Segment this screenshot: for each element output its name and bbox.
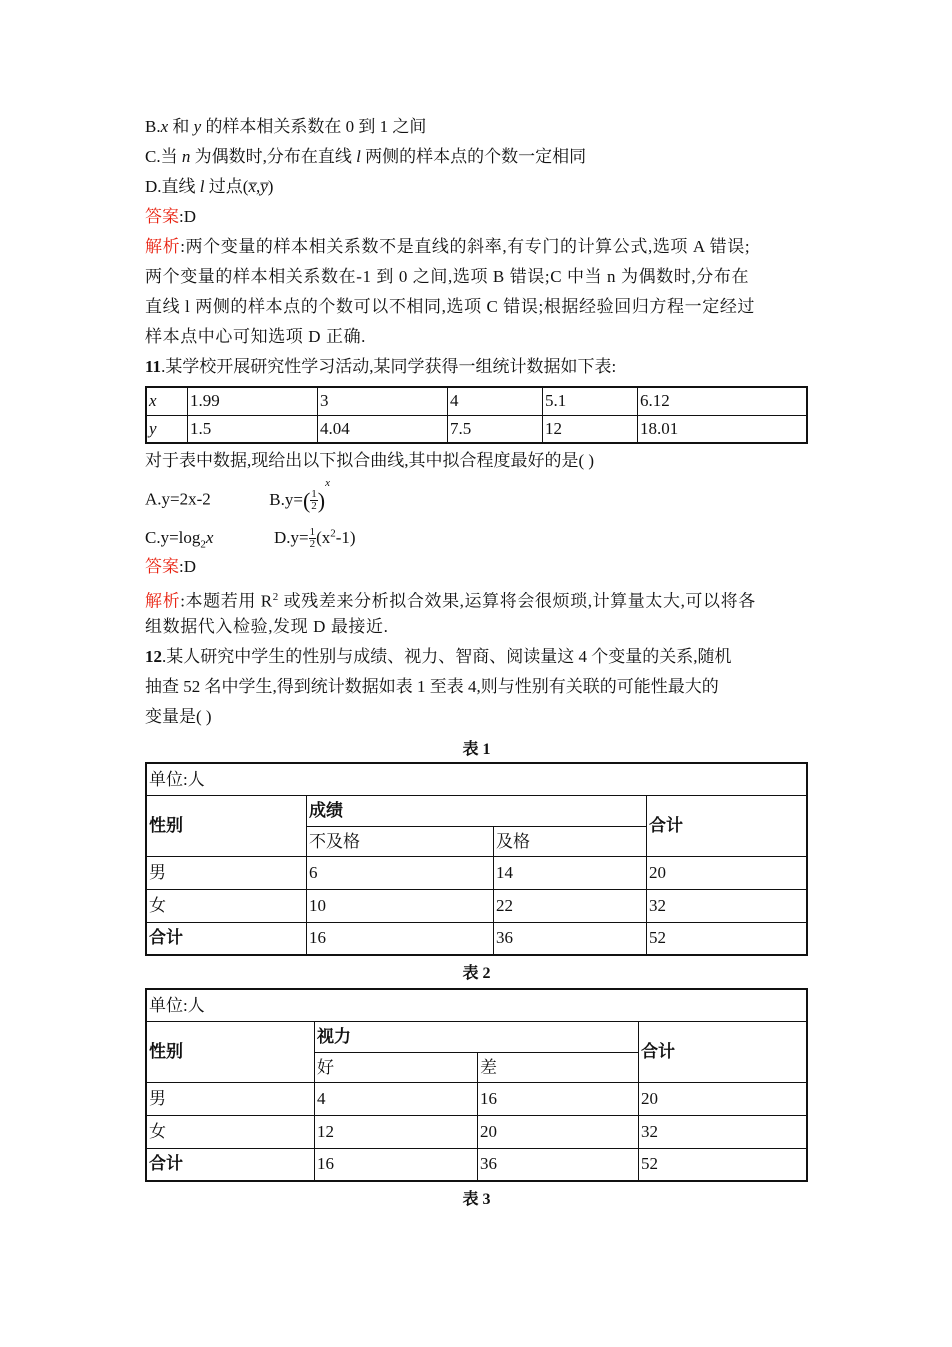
fraction [309, 527, 317, 550]
table-3-caption: 表 3 [462, 1191, 491, 1208]
numerator: 1 [311, 488, 317, 501]
option-d [273, 526, 356, 551]
q12-stem-line-3: 变量是( ) [145, 707, 212, 726]
text: 过点( [204, 177, 249, 196]
answer-value: :D [179, 207, 196, 226]
answer-value: :D [179, 557, 196, 576]
var-l: l [199, 177, 205, 196]
table-cell: 22 [494, 890, 647, 923]
answer-label: 答案 [145, 557, 179, 576]
table-cell: 18.01 [638, 415, 808, 443]
analysis-text: :两个变量的样本相关系数不是直线的斜率,有专门的计算公式,选项 A 错误; [180, 237, 751, 256]
table-row [146, 1083, 807, 1116]
q10-analysis-line-1 [145, 236, 750, 258]
q10-analysis-line-4: 样本点中心可知选项 D 正确. [145, 327, 367, 346]
header-col-b: 差 [478, 1052, 639, 1083]
exponent: x [325, 477, 331, 489]
table-cell: 合计 [146, 922, 307, 955]
table-cell: 4.04 [318, 415, 448, 443]
text: D.直线 [145, 177, 200, 196]
table-row [146, 890, 807, 923]
question-number: 12 [145, 647, 162, 666]
table-row [146, 1022, 807, 1053]
table-row [146, 796, 807, 827]
var-y: y [193, 117, 202, 136]
question-text: .某人研究中学生的性别与成绩、视力、智商、阅读量这 4 个变量的关系,随机 [162, 647, 732, 666]
table-cell: 52 [639, 1148, 808, 1181]
question-number: 11 [145, 357, 162, 376]
var-n: n [181, 147, 191, 166]
table-row [146, 387, 807, 415]
q11-analysis-line-2: 组数据代入检验,发现 D 最接近. [145, 617, 389, 636]
table-cell: 6.12 [638, 387, 808, 415]
q10-analysis-line-2: 两个变量的样本相关系数在-1 到 0 之间,选项 B 错误;C 中当 n 为偶数时,分布在 [145, 267, 750, 286]
table-row [146, 763, 807, 796]
q11-question: 对于表中数据,现给出以下拟合曲线,其中拟合程度最好的是( ) [145, 451, 595, 470]
text: C.当 [145, 147, 182, 166]
option-c [145, 527, 214, 551]
table-cell: 20 [639, 1083, 808, 1116]
text: 或残差来分析拟合效果,运算将会很烦琐,计算量太大,可以将各 [278, 591, 756, 611]
table-cell: 12 [543, 415, 638, 443]
table-row [146, 857, 807, 890]
table-row [146, 1116, 807, 1149]
text: :本题若用 R [180, 591, 273, 611]
table-cell: 36 [494, 922, 647, 955]
var-x: x [160, 117, 169, 136]
unit-cell: 单位:人 [146, 989, 807, 1022]
x-bar: x̅ [248, 177, 256, 196]
q11-answer [145, 556, 196, 578]
q11-options-ab [145, 477, 331, 513]
table-cell: y [146, 415, 188, 443]
table-cell: 12 [315, 1116, 478, 1149]
numerator: 1 [309, 526, 316, 539]
exponent: 2 [330, 527, 336, 539]
table-cell: 女 [146, 890, 307, 923]
table-cell: 14 [494, 857, 647, 890]
table-cell: 16 [315, 1148, 478, 1181]
text: 为偶数时,分布在直线 [190, 147, 357, 166]
log-base: 2 [200, 538, 206, 551]
table-cell: 5.1 [543, 387, 638, 415]
table-cell: 36 [478, 1148, 639, 1181]
table-cell: 男 [146, 1083, 315, 1116]
text: x [205, 527, 214, 547]
analysis-label: 解析 [145, 591, 181, 611]
var-l: l [356, 147, 361, 166]
table-1 [145, 762, 808, 956]
table-2-caption: 表 2 [462, 965, 491, 982]
table-cell: 1.99 [188, 387, 318, 415]
header-total: 合计 [647, 796, 808, 857]
q10-option-d [145, 176, 273, 198]
table-row [146, 1148, 807, 1181]
table-cell: 4 [315, 1083, 478, 1116]
header-gender: 性别 [146, 796, 307, 857]
table-2 [145, 988, 808, 1182]
denominator: 2 [311, 500, 317, 513]
y-bar: y̅ [260, 177, 268, 196]
q11-options-cd [145, 522, 356, 555]
table-cell: 16 [307, 922, 494, 955]
text: ) [267, 177, 274, 196]
text: B. [145, 117, 161, 136]
q10-analysis-line-3: 直线 l 两侧的样本点的个数可以不相同,选项 C 错误;根据经验回归方程一定经过 [145, 297, 756, 316]
option-b: B.y=( $\frac{1}{2})^x$ [269, 477, 331, 513]
text: , [255, 177, 261, 196]
table-cell: 32 [647, 890, 808, 923]
fraction [310, 489, 318, 512]
text: 的样本相关系数在 0 到 1 之间 [201, 117, 427, 136]
q10-answer [145, 206, 196, 228]
q11-stem [145, 356, 616, 378]
table-cell: 3 [318, 387, 448, 415]
header-col-b: 及格 [494, 826, 647, 857]
header-col-a: 不及格 [307, 826, 494, 857]
table-row [146, 415, 807, 443]
text: 两侧的样本点的个数一定相同 [360, 147, 587, 166]
option-a: A.y=2x-2 [145, 489, 211, 509]
text: -1) [335, 527, 356, 547]
table-cell: 20 [478, 1116, 639, 1149]
denominator: 2 [309, 538, 316, 551]
exponent: 2 [272, 591, 279, 603]
q11-data-table [145, 386, 808, 444]
question-text: .某学校开展研究性学习活动,某同学获得一组统计数据如下表: [161, 357, 617, 376]
text: C.y=log [145, 527, 201, 547]
table-row [146, 989, 807, 1022]
table-cell: 10 [307, 890, 494, 923]
table-cell: 52 [647, 922, 808, 955]
header-variable: 视力 [315, 1022, 639, 1053]
analysis-label: 解析 [145, 237, 181, 256]
q10-option-c [145, 146, 586, 168]
table-cell: 6 [307, 857, 494, 890]
q10-option-b [145, 116, 426, 138]
table-cell: 16 [478, 1083, 639, 1116]
text: D.y= [273, 527, 309, 547]
table-1-caption: 表 1 [462, 741, 491, 758]
table-cell: 合计 [146, 1148, 315, 1181]
q12-stem-line-2: 抽查 52 名中学生,得到统计数据如表 1 至表 4,则与性别有关联的可能性最大的 [145, 677, 719, 696]
table-cell: 20 [647, 857, 808, 890]
text: (x [316, 527, 331, 547]
q11-analysis-line-1 [145, 586, 756, 613]
table-cell: 男 [146, 857, 307, 890]
table-cell: x [146, 387, 188, 415]
q12-stem-line-1 [145, 646, 732, 668]
text: 和 [168, 117, 194, 136]
answer-label: 答案 [145, 207, 179, 226]
table-cell: 7.5 [448, 415, 543, 443]
table-cell: 32 [639, 1116, 808, 1149]
header-total: 合计 [639, 1022, 808, 1083]
header-gender: 性别 [146, 1022, 315, 1083]
table-cell: 1.5 [188, 415, 318, 443]
table-cell: 4 [448, 387, 543, 415]
table-cell: 女 [146, 1116, 315, 1149]
text: B.y= [269, 489, 303, 509]
header-variable: 成绩 [307, 796, 647, 827]
unit-cell: 单位:人 [146, 763, 807, 796]
table-row [146, 922, 807, 955]
header-col-a: 好 [315, 1052, 478, 1083]
